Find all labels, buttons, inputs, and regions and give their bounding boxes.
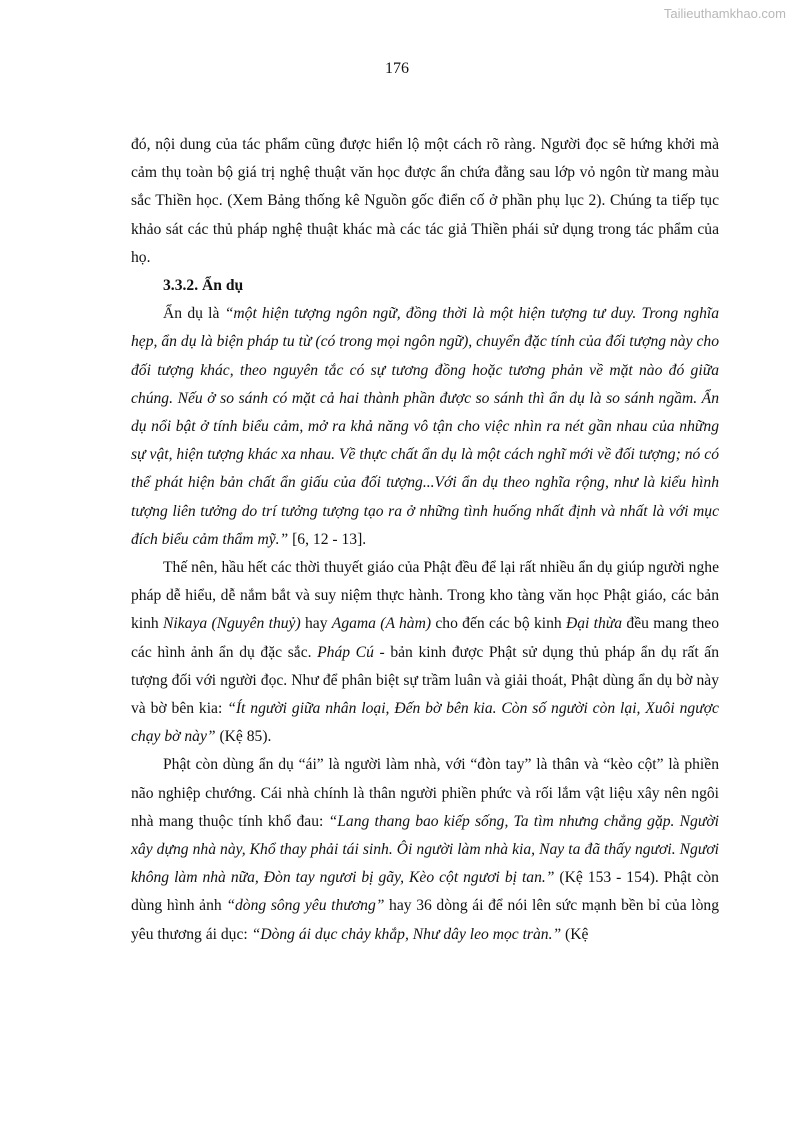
text-run: (Kệ 153 - 154). Phật còn dùng hình ảnh — [131, 869, 719, 915]
text-run: (Kệ 85). — [215, 728, 272, 746]
paragraph-metaphor-definition — [131, 300, 719, 554]
watermark: Tailieuthamkhao.com — [663, 6, 786, 21]
definition-citation: [6, 12 - 13]. — [288, 530, 367, 548]
italic-run: Nikaya (Nguyên thuỷ) — [163, 615, 301, 633]
paragraph-buddhist-metaphors — [131, 554, 719, 751]
text-run: - bản kinh được Phật sử dụng thủ pháp ẩn dụ rất ấn tượng đối với người đọc. Như để phân biệt sự trầm luân và giải thoát, Phật dùng ẩn dụ bờ này và bờ bên kia: — [131, 643, 720, 718]
verse-quote: “Ít người giữa nhân loại, Đến bờ bên kia. Còn số người còn lại, Xuôi ngược chạy bờ này” — [131, 700, 719, 746]
page-number: 176 — [385, 60, 409, 77]
text-run: Phật còn dùng ẩn dụ “ái” là người làm nhà, với “đòn tay” là thân và “kèo cột” là phiền não nghiệp chướng. Cái nhà chính là thân người phiền phức và rối lắm vật liệu xây nên ngôi nhà mang thuộc tính khổ đau: — [131, 756, 719, 830]
italic-run: Pháp Cú — [317, 643, 374, 661]
text-run: cho đến các bộ kinh — [431, 615, 566, 633]
verse-quote: “Dòng ái dục chảy khắp, Như dây leo mọc tràn.” — [251, 925, 562, 943]
text-run: (Kệ — [561, 925, 589, 943]
text-run: hay — [300, 615, 332, 633]
italic-run: Agama (A hàm) — [331, 615, 432, 633]
italic-run: “dòng sông yêu thương” — [226, 897, 385, 915]
paragraph-house-metaphor — [131, 751, 719, 948]
italic-run: Đại thừa — [565, 615, 623, 633]
text-run: đều mang theo các hình ảnh ẩn dụ đặc sắc. — [131, 615, 719, 661]
definition-lead: Ẩn dụ là — [163, 305, 225, 323]
text-run: hay 36 dòng ái để nói lên sức mạnh bền bỉ của lòng yêu thương ái dục: — [131, 897, 719, 943]
definition-quote: “một hiện tượng ngôn ngữ, đồng thời là một hiện tượng tư duy. Trong nghĩa hẹp, ẩn dụ là biện pháp tu từ (có trong mọi ngôn ngữ), chuyển đặc tính của đối tượng này cho đối tượng khác, theo nguyên tắc có sự tương đồng hoặc tương phản về mặt nào đó giữa chúng. Nếu ở so sánh có mặt cả hai thành phần được so sánh thì ẩn dụ là so sánh ngầm. Ẩn dụ nổi bật ở tính biểu cảm, mở ra khả năng vô tận cho việc nhìn ra nét gần nhau của những sự vật, hiện tượng khác xa nhau. Về thực chất ẩn dụ là một cách nghĩ mới về đối tượng; nó có thể phát hiện bản chất ẩn giấu của đối tượng...Với ẩn dụ theo nghĩa rộng, như là kiểu hình tượng liên tưởng do trí tưởng tượng tạo ra ở những tình huống nhất định và nhất là với mục đích biểu cảm thẩm mỹ.” — [131, 305, 719, 548]
section-heading: 3.3.2. Ẩn dụ — [163, 277, 244, 295]
verse-quote: “Lang thang bao kiếp sống, Ta tìm nhưng chẳng gặp. Người xây dựng nhà này, Khổ thay phải tái sinh. Ôi người làm nhà kia, Nay ta đã thấy ngươi. Ngươi không làm nhà nữa, Đòn tay ngươi bị gãy, Kèo cột ngươi bị tan.” — [131, 812, 719, 887]
paragraph-intro: đó, nội dung của tác phẩm cũng được hiển lộ một cách rõ ràng. Người đọc sẽ hứng khởi mà cảm thụ toàn bộ giá trị nghệ thuật văn học được ẩn chứa đằng sau lớp vỏ ngôn từ mang màu sắc Thiền học. (Xem Bảng thống kê Nguồn gốc điển cố ở phần phụ lục 2). Chúng ta tiếp tục khảo sát các thủ pháp nghệ thuật khác mà các tác giả Thiền phái sử dụng trong tác phẩm của họ. — [131, 136, 719, 266]
document-body — [131, 131, 719, 949]
text-run: Thế nên, hầu hết các thời thuyết giáo của Phật đều để lại rất nhiều ẩn dụ giúp người nghe pháp dễ hiểu, dễ nắm bắt và suy niệm thực hành. Trong kho tàng văn học Phật giáo, các bản kinh — [131, 559, 719, 633]
